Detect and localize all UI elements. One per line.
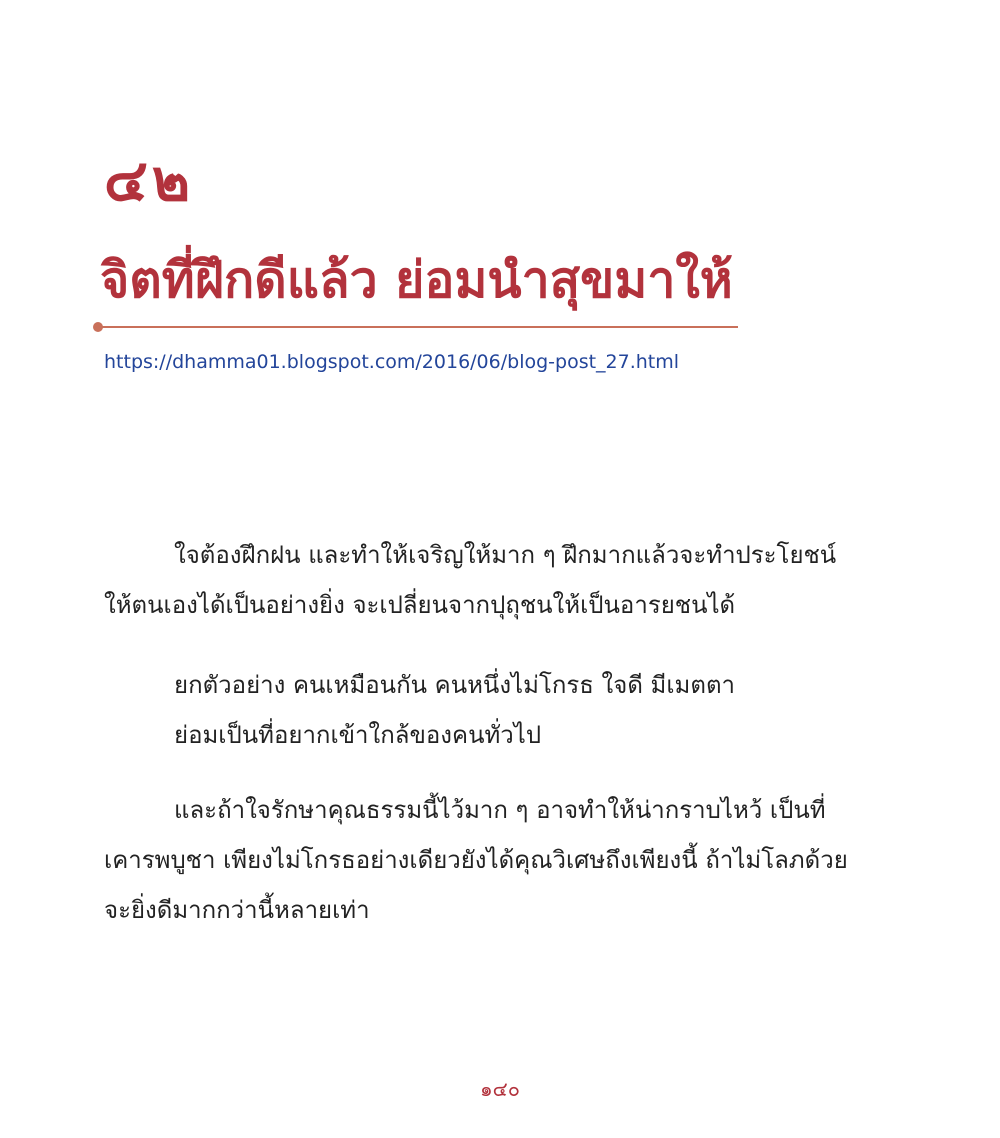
page-number: ๑๔๐ [479,1077,521,1101]
paragraph-3 [104,785,864,935]
paragraph-line: ให้ตนเองได้เป็นอย่างยิ่ง จะเปลี่ยนจากปุถุชนให้เป็นอารยชนได้ [104,591,736,619]
title-divider [93,322,738,332]
paragraph-line: จะยิ่งดีมากกว่านี้หลายเท่า [104,896,370,924]
chapter-number: ๔๒ [104,146,195,214]
paragraph-line: ใจต้องฝึกฝน และทำให้เจริญให้มาก ๆ ฝึกมากแล้วจะทำประโยชน์ [174,541,837,569]
source-link[interactable]: https://dhamma01.blogspot.com/2016/06/blog-post_27.html [104,351,680,373]
paragraph-line: ยกตัวอย่าง คนเหมือนกัน คนหนึ่งไม่โกรธ ใจดี มีเมตตา [174,671,736,699]
divider-line [101,326,738,328]
paragraph-2 [104,660,864,760]
paragraph-line: เคารพบูชา เพียงไม่โกรธอย่างเดียวยังได้คุณวิเศษถึงเพียงนี้ ถ้าไม่โลภด้วย [104,846,848,874]
paragraph-line: ย่อมเป็นที่อยากเข้าใกล้ของคนทั่วไป [174,721,542,749]
paragraph-1 [104,530,864,630]
paragraph-line: และถ้าใจรักษาคุณธรรมนี้ไว้มาก ๆ อาจทำให้น่ากราบไหว้ เป็นที่ [174,796,826,824]
chapter-title: จิตที่ฝึกดีแล้ว ย่อมนำสุขมาให้ [100,250,733,309]
